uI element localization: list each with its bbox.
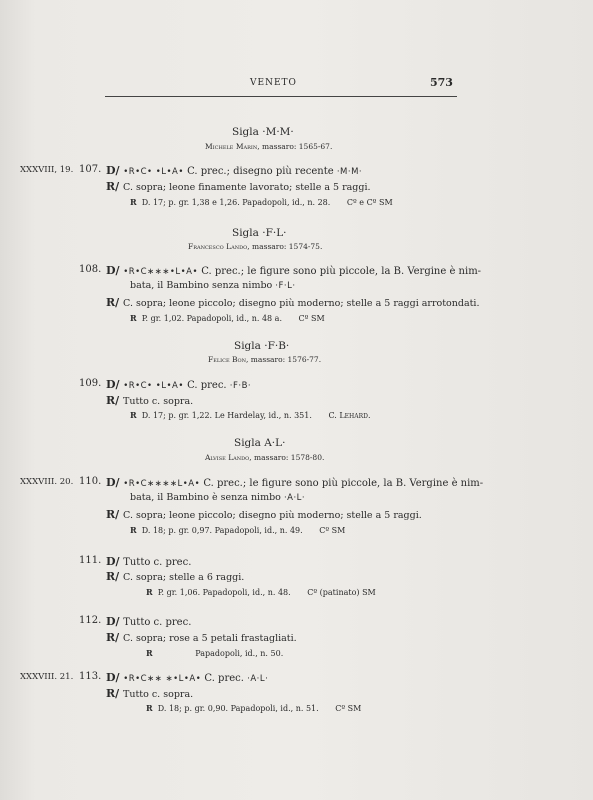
reverse-text: Tutto c. sopra. [123, 689, 194, 700]
entry-number: 111. [79, 555, 102, 566]
obverse-line [106, 378, 251, 391]
obverse-symbol: D/ [106, 555, 120, 568]
entry-number: 112. [79, 615, 102, 626]
section-sigla: Sigla ·F·L· [232, 227, 287, 239]
collection-text: Cº SM [298, 314, 325, 323]
running-header [0, 74, 593, 94]
reverse-text: C. sopra; leone piccolo; disegno più moderno; stelle a 5 raggi. [123, 510, 422, 521]
reference-text: D. 18; p. gr. 0,90. Papadopoli, id., n. 51. [157, 704, 319, 713]
reverse-symbol: R/ [106, 687, 120, 700]
obverse-sigla: ·M·M· [336, 167, 363, 177]
reverse-symbol: R/ [106, 394, 120, 407]
reference-text: D. 17; p. gr. 1,22. Le Hardelay, id., n. 351. [141, 411, 312, 420]
collection-text: Cº SM [335, 704, 362, 713]
section-master: Alvise Lando, massaro: 1578-80. [205, 453, 325, 462]
reference-line [130, 410, 371, 420]
metal-mark: R [130, 313, 137, 323]
reverse-line [106, 508, 422, 521]
section-sigla: Sigla ·M·M· [232, 126, 294, 138]
reference-line [146, 703, 361, 713]
metal-mark: R [146, 703, 153, 713]
obverse-line [106, 264, 481, 277]
plate-reference: XXXVIII. 21. [20, 672, 74, 682]
obverse-symbol: D/ [106, 378, 120, 391]
obverse-line [106, 164, 362, 177]
reverse-line [106, 180, 371, 193]
obverse-sigla: ·A·L· [247, 674, 269, 684]
obverse-symbol: D/ [106, 615, 120, 628]
obverse-continuation: bata, il Bambino è senza nimbo ·A·L· [130, 492, 306, 503]
obverse-symbol: D/ [106, 476, 120, 489]
metal-mark: R [130, 197, 137, 207]
reverse-symbol: R/ [106, 570, 120, 583]
obverse-text: C. prec.; disegno più recente [187, 166, 334, 177]
reference-line [130, 197, 393, 207]
obverse-text: C. prec.; le figure sono più piccole, la B. Vergine è nim- [201, 266, 482, 277]
section-master: Michele Marin, massaro: 1565-67. [205, 142, 333, 151]
section-sigla: Sigla ·F·B· [234, 340, 290, 352]
metal-mark: R [146, 587, 153, 597]
collection-text: C. Lehard. [328, 411, 371, 420]
entry-number: 113. [79, 671, 102, 682]
section-master: Felice Bon, massaro: 1576-77. [208, 355, 322, 364]
reverse-text: C. sopra; rose a 5 petali frastagliati. [123, 633, 297, 644]
reverse-line [106, 394, 193, 407]
reverse-line [106, 570, 244, 583]
reverse-text: Tutto c. sopra. [123, 396, 194, 407]
reference-text: D. 17; p. gr. 1,38 e 1,26. Papadopoli, id., n. 28. [141, 198, 331, 207]
running-title: VENETO [250, 78, 297, 88]
metal-mark: R [130, 410, 137, 420]
obverse-continuation: bata, il Bambino senza nimbo ·F·L· [130, 280, 296, 291]
reverse-symbol: R/ [106, 508, 120, 521]
collection-text: Cº e Cº SM [346, 198, 393, 207]
reference-text: P. gr. 1,02. Papadopoli, id., n. 48 a. [141, 314, 282, 323]
metal-mark: R [146, 648, 153, 658]
reference-line [130, 525, 345, 535]
obverse-legend: •R•C∗∗ ∗•L•A• [123, 674, 202, 684]
obverse-legend: •R•C• •L•A• [123, 381, 184, 391]
obverse-line [106, 476, 483, 489]
header-rule [105, 96, 457, 97]
entry-number: 110. [79, 476, 102, 487]
reverse-text: C. sopra; leone piccolo; disegno più moderno; stelle a 5 raggi arrotondati. [123, 298, 480, 309]
obverse-symbol: D/ [106, 671, 120, 684]
entry-number: 107. [79, 164, 102, 175]
reference-line [146, 587, 376, 597]
plate-reference: XXXVIII, 19. [20, 165, 74, 175]
obverse-line [106, 555, 191, 568]
reverse-symbol: R/ [106, 296, 120, 309]
collection-text: Cº (patinato) SM [307, 588, 376, 597]
obverse-text: C. prec.; le figure sono più piccole, la B. Vergine è nim- [203, 478, 484, 489]
entry-number: 109. [79, 378, 102, 389]
obverse-text: Tutto c. prec. [123, 557, 192, 568]
obverse-line [106, 671, 268, 684]
obverse-text: C. prec. [187, 380, 227, 391]
reverse-line [106, 296, 480, 309]
section-sigla: Sigla A·L· [234, 437, 286, 449]
metal-mark: R [130, 525, 137, 535]
obverse-symbol: D/ [106, 264, 120, 277]
reference-line [146, 648, 283, 658]
page-number: 573 [430, 76, 453, 89]
obverse-line [106, 615, 191, 628]
obverse-text: C. prec. [204, 673, 244, 684]
reverse-text: C. sopra; stelle a 6 raggi. [123, 572, 245, 583]
section-master: Francesco Lando, massaro: 1574-75. [188, 242, 323, 251]
reverse-symbol: R/ [106, 631, 120, 644]
reference-text: D. 18; p. gr. 0,97. Papadopoli, id., n. 49. [141, 526, 303, 535]
reference-line [130, 313, 325, 323]
reverse-symbol: R/ [106, 180, 120, 193]
plate-reference: XXXVIII. 20. [20, 477, 74, 487]
reference-text: P. gr. 1,06. Papadopoli, id., n. 48. [157, 588, 291, 597]
entry-number: 108. [79, 264, 102, 275]
reverse-line [106, 687, 193, 700]
obverse-legend: •R•C∗∗∗•L•A• [123, 267, 199, 277]
reverse-text: C. sopra; leone finamente lavorato; stelle a 5 raggi. [123, 182, 371, 193]
obverse-legend: •R•C• •L•A• [123, 167, 184, 177]
obverse-legend: •R•C∗∗∗∗L•A• [123, 479, 201, 489]
obverse-text: Tutto c. prec. [123, 617, 192, 628]
obverse-symbol: D/ [106, 164, 120, 177]
collection-text: Cº SM [319, 526, 346, 535]
obverse-sigla: ·F·B· [229, 381, 252, 391]
reverse-line [106, 631, 297, 644]
reference-text: Papadopoli, id., n. 50. [195, 649, 284, 658]
